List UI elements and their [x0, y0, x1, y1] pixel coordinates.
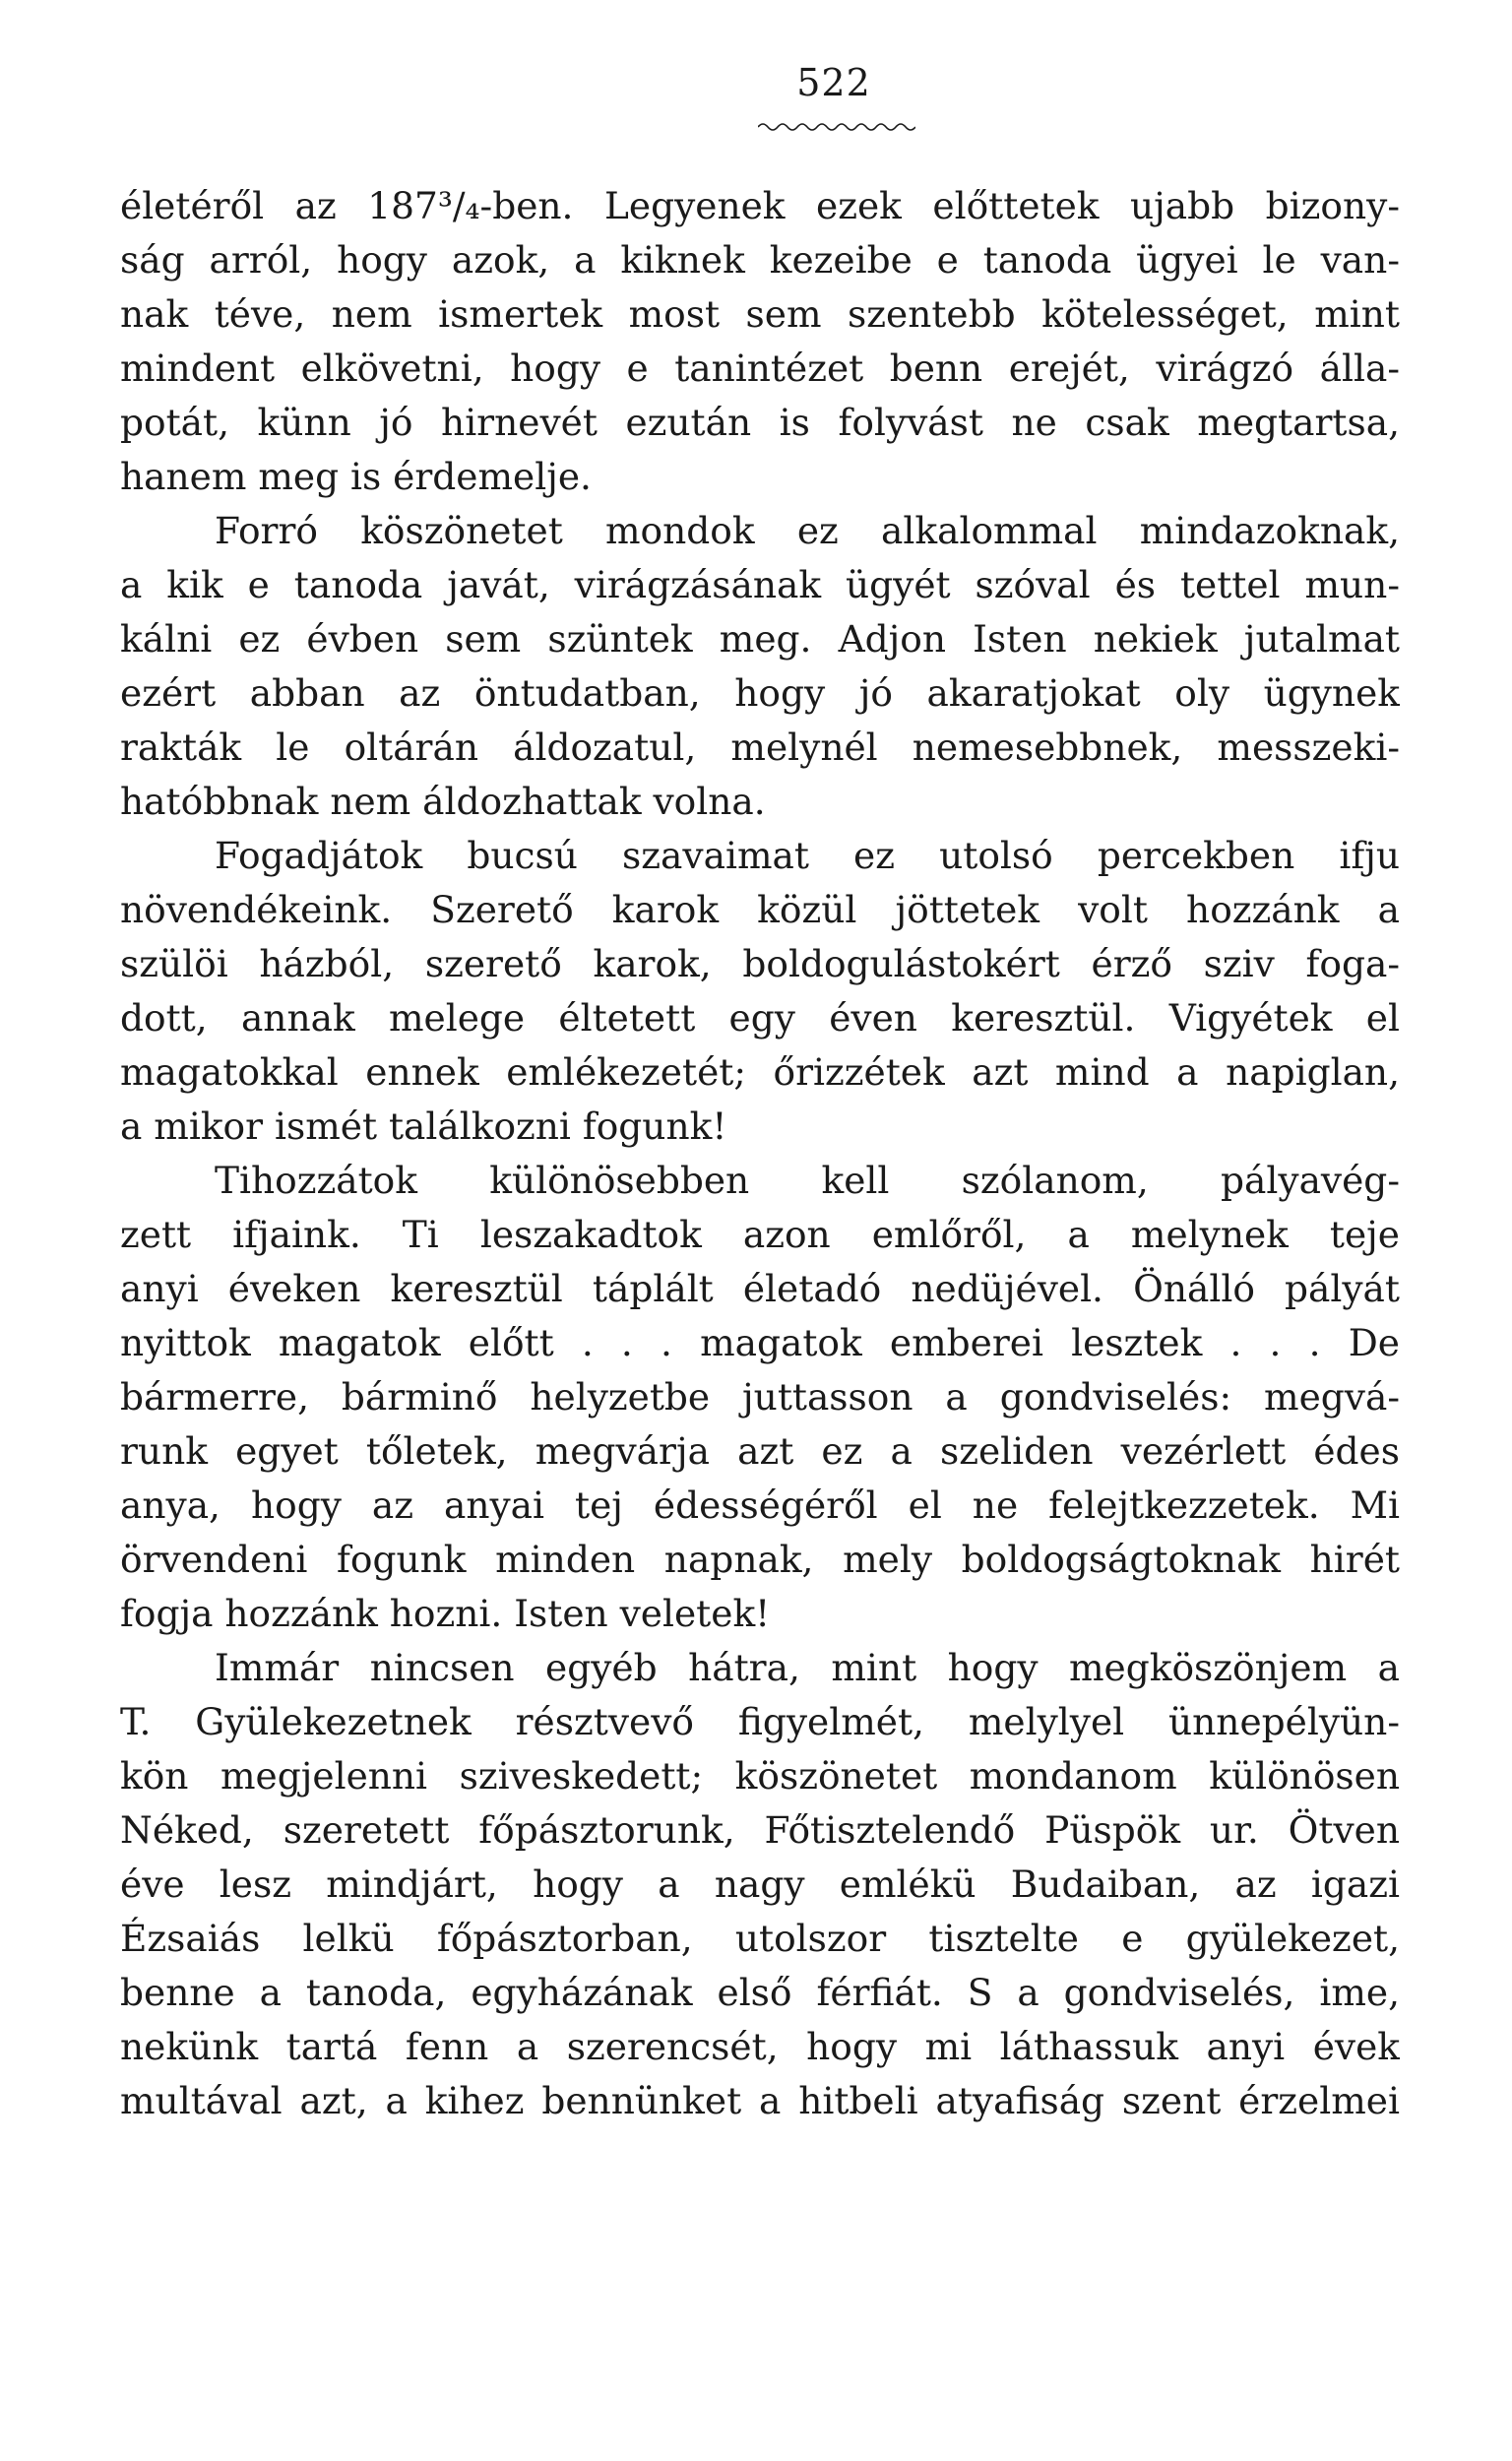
page-number: 522: [796, 61, 871, 104]
text-line: Immár nincsen egyéb hátra, mint hogy megköszönjem a: [215, 1646, 1400, 1689]
text-line: éve lesz mindjárt, hogy a nagy emlékü Budaiban, az igazi: [120, 1862, 1400, 1906]
document-page: [120, 61, 1400, 2424]
text-line: Fogadjátok bucsú szavaimat ez utolsó percekben ifju: [215, 834, 1400, 877]
text-line: bármerre, bárminő helyzetbe juttasson a gondviselés: megvá-: [120, 1375, 1400, 1419]
text-line: a kik e tanoda javát, virágzásának ügyét szóval és tettel mun-: [120, 563, 1400, 606]
text-line: nak téve, nem ismertek most sem szentebb kötelességet, mint: [120, 292, 1400, 336]
text-line: multával azt, a kihez bennünket a hitbeli atyafiság szent érzelmei: [120, 2079, 1400, 2122]
text-line: ság arról, hogy azok, a kiknek kezeibe e tanoda ügyei le van-: [120, 238, 1400, 282]
text-line: dott, annak melege éltetett egy éven keresztül. Vigyétek el: [120, 996, 1400, 1040]
text-line: Tihozzátok különösebben kell szólanom, pályavég-: [215, 1159, 1400, 1202]
text-line: Forró köszönetet mondok ez alkalommal mindazoknak,: [215, 509, 1400, 552]
text-line: mindent elkövetni, hogy e tanintézet benn erejét, virágzó álla-: [120, 347, 1400, 390]
text-line: ezért abban az öntudatban, hogy jó akaratjokat oly ügynek: [120, 671, 1400, 715]
text-line: runk egyet tőletek, megvárja azt ez a szeliden vezérlett édes: [120, 1429, 1400, 1473]
text-line: Ézsaiás lelkü főpásztorban, utolszor tisztelte e gyülekezet,: [120, 1917, 1400, 1960]
wavy-underline-ornament: [758, 120, 915, 134]
text-line: anyi éveken keresztül táplált életadó nedüjével. Önálló pályát: [120, 1267, 1400, 1310]
body-text: [120, 179, 1400, 2128]
text-line: rakták le oltárán áldozatul, melynél nemesebbnek, messzeki-: [120, 726, 1400, 769]
text-line: szülöi házból, szerető karok, boldogulástokért érző sziv foga-: [120, 942, 1400, 985]
text-line: örvendeni fogunk minden napnak, mely boldogságtoknak hirét: [120, 1538, 1400, 1581]
text-line: kön megjelenni sziveskedett; köszönetet mondanom különösen: [120, 1754, 1400, 1798]
text-line: potát, künn jó hirnevét ezután is folyvást ne csak megtartsa,: [120, 401, 1400, 444]
text-line: anya, hogy az anyai tej édességéről el ne felejtkezzetek. Mi: [120, 1483, 1400, 1527]
text-line: növendékeink. Szerető karok közül jöttetek volt hozzánk a: [120, 888, 1400, 931]
text-line: nyittok magatok előtt . . . magatok emberei lesztek . . . De: [120, 1321, 1400, 1364]
text-line: benne a tanoda, egyházának első férfiát. S a gondviselés, ime,: [120, 1971, 1400, 2014]
text-line: kálni ez évben sem szüntek meg. Adjon Isten nekiek jutalmat: [120, 617, 1400, 661]
text-line: a mikor ismét találkozni fogunk!: [120, 1104, 727, 1148]
text-line: fogja hozzánk hozni. Isten veletek!: [120, 1592, 771, 1635]
text-line: zett ifjaink. Ti leszakadtok azon emlőről, a melynek teje: [120, 1213, 1400, 1256]
text-line: életéről az 187³/₄-ben. Legyenek ezek előttetek ujabb bizony-: [120, 184, 1400, 227]
text-line: T. Gyülekezetnek résztvevő figyelmét, melylyel ünnepélyün-: [120, 1700, 1400, 1743]
text-line: hanem meg is érdemelje.: [120, 455, 592, 498]
text-line: nekünk tartá fenn a szerencsét, hogy mi láthassuk anyi évek: [120, 2025, 1400, 2068]
text-line: hatóbbnak nem áldozhattak volna.: [120, 780, 766, 823]
text-line: Néked, szeretett főpásztorunk, Főtisztelendő Püspök ur. Ötven: [120, 1808, 1400, 1852]
text-line: magatokkal ennek emlékezetét; őrizzétek azt mind a napiglan,: [120, 1050, 1400, 1094]
